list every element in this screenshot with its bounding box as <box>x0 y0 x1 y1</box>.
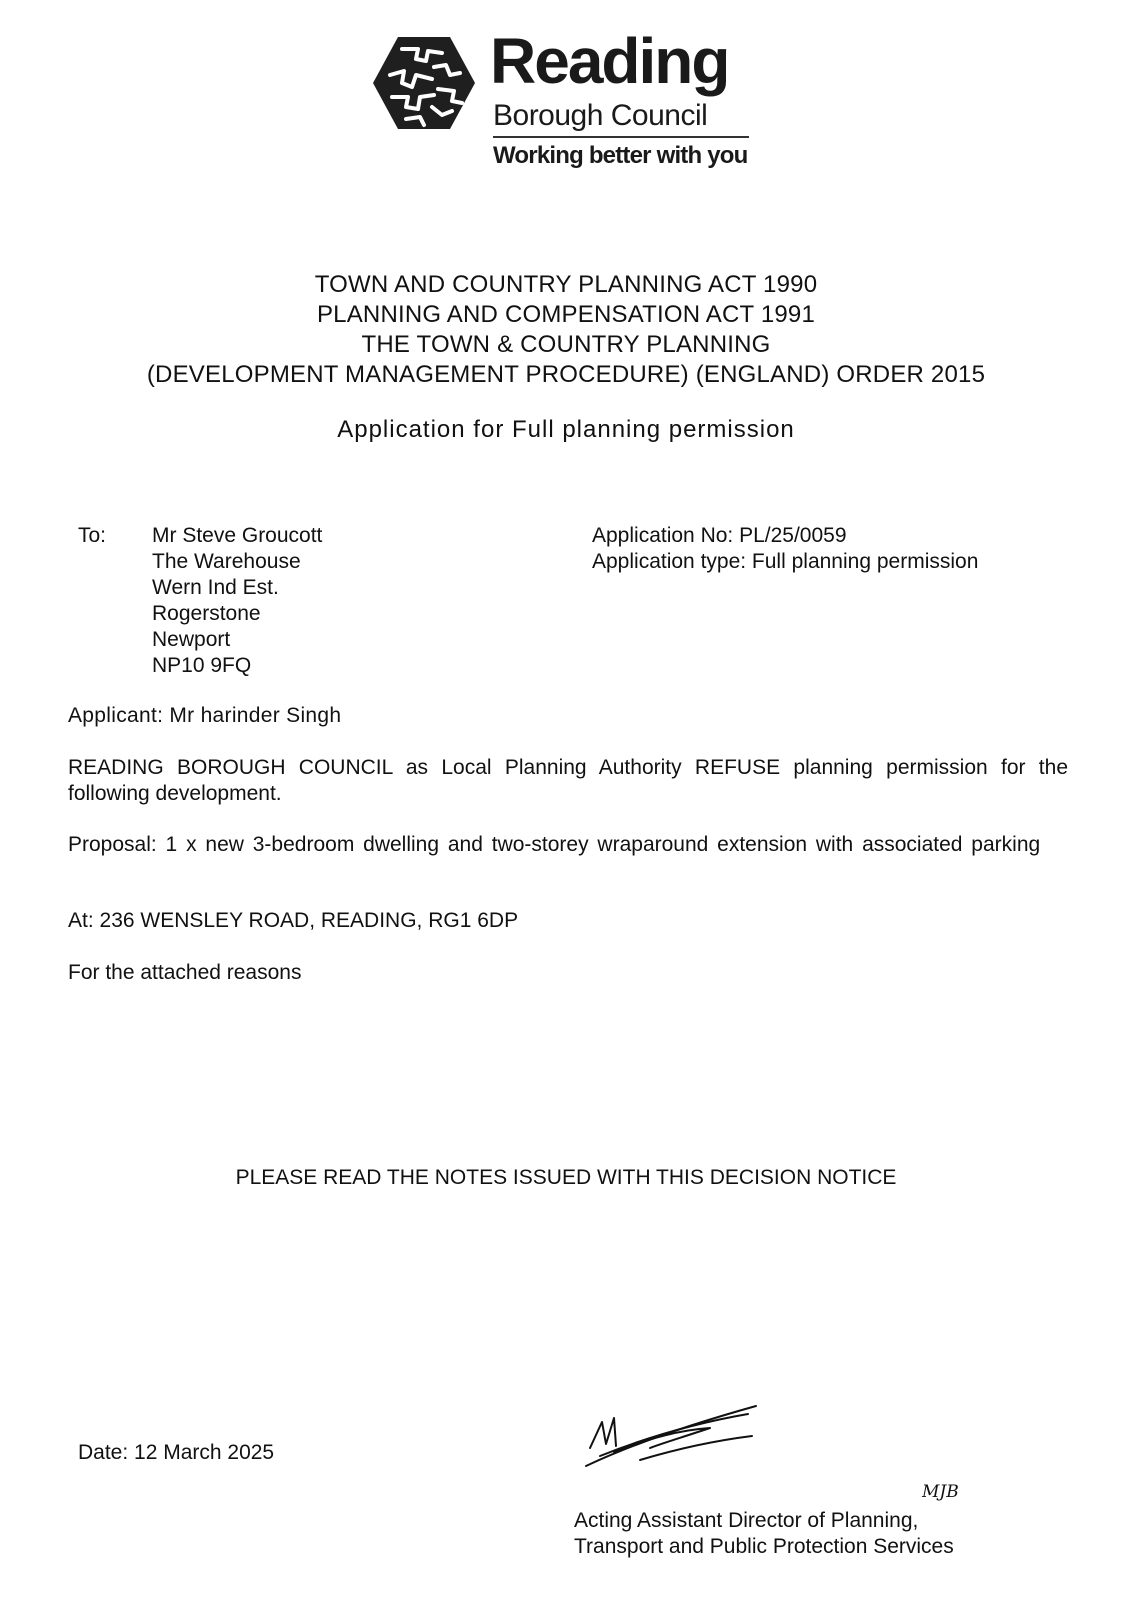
puzzle-hexagon-icon <box>372 35 476 131</box>
notice-banner: PLEASE READ THE NOTES ISSUED WITH THIS DECISION NOTICE <box>235 1166 897 1189</box>
signature-initials: MJB <box>922 1482 959 1502</box>
address-line: Newport <box>152 628 231 651</box>
applicant: Applicant: Mr harinder Singh <box>68 704 342 727</box>
logo-divider <box>493 136 749 138</box>
reasons-note: For the attached reasons <box>68 961 302 984</box>
council-logo <box>372 25 772 173</box>
signatory-title-line: Acting Assistant Director of Planning, <box>574 1509 919 1532</box>
logo-wordmark: Reading <box>490 25 729 97</box>
site-address: At: 236 WENSLEY ROAD, READING, RG1 6DP <box>68 909 519 932</box>
address-line: Rogerstone <box>152 602 261 625</box>
application-number: Application No: PL/25/0059 <box>592 524 847 547</box>
address-line: The Warehouse <box>152 550 301 573</box>
to-label: To: <box>78 524 107 547</box>
signatory-title <box>574 1508 954 1560</box>
decision-date: Date: 12 March 2025 <box>78 1441 275 1464</box>
signatory-title-line: Transport and Public Protection Services <box>574 1535 954 1558</box>
address-line: NP10 9FQ <box>152 654 252 677</box>
application-title: Application for Full planning permission <box>337 416 795 443</box>
address-line: Wern Ind Est. <box>152 576 279 599</box>
application-type: Application type: Full planning permission <box>592 550 979 573</box>
act-heading-4: (DEVELOPMENT MANAGEMENT PROCEDURE) (ENGLAND) ORDER 2015 <box>146 361 986 388</box>
act-heading-3: THE TOWN & COUNTRY PLANNING <box>361 331 771 358</box>
decision-statement: READING BOROUGH COUNCIL as Local Planning Authority REFUSE planning permission for the following development. <box>68 756 1068 805</box>
act-heading-1: TOWN AND COUNTRY PLANNING ACT 1990 <box>314 271 818 298</box>
act-heading-2: PLANNING AND COMPENSATION ACT 1991 <box>316 301 816 328</box>
logo-subtitle: Borough Council <box>493 99 708 132</box>
logo-tagline: Working better with you <box>493 142 748 169</box>
signature-scribble <box>580 1400 770 1480</box>
proposal: Proposal: 1 x new 3-bedroom dwelling and two-storey wraparound extension with associated parking <box>68 833 1041 856</box>
recipient-address <box>152 523 322 679</box>
address-line: Mr Steve Groucott <box>152 524 323 547</box>
